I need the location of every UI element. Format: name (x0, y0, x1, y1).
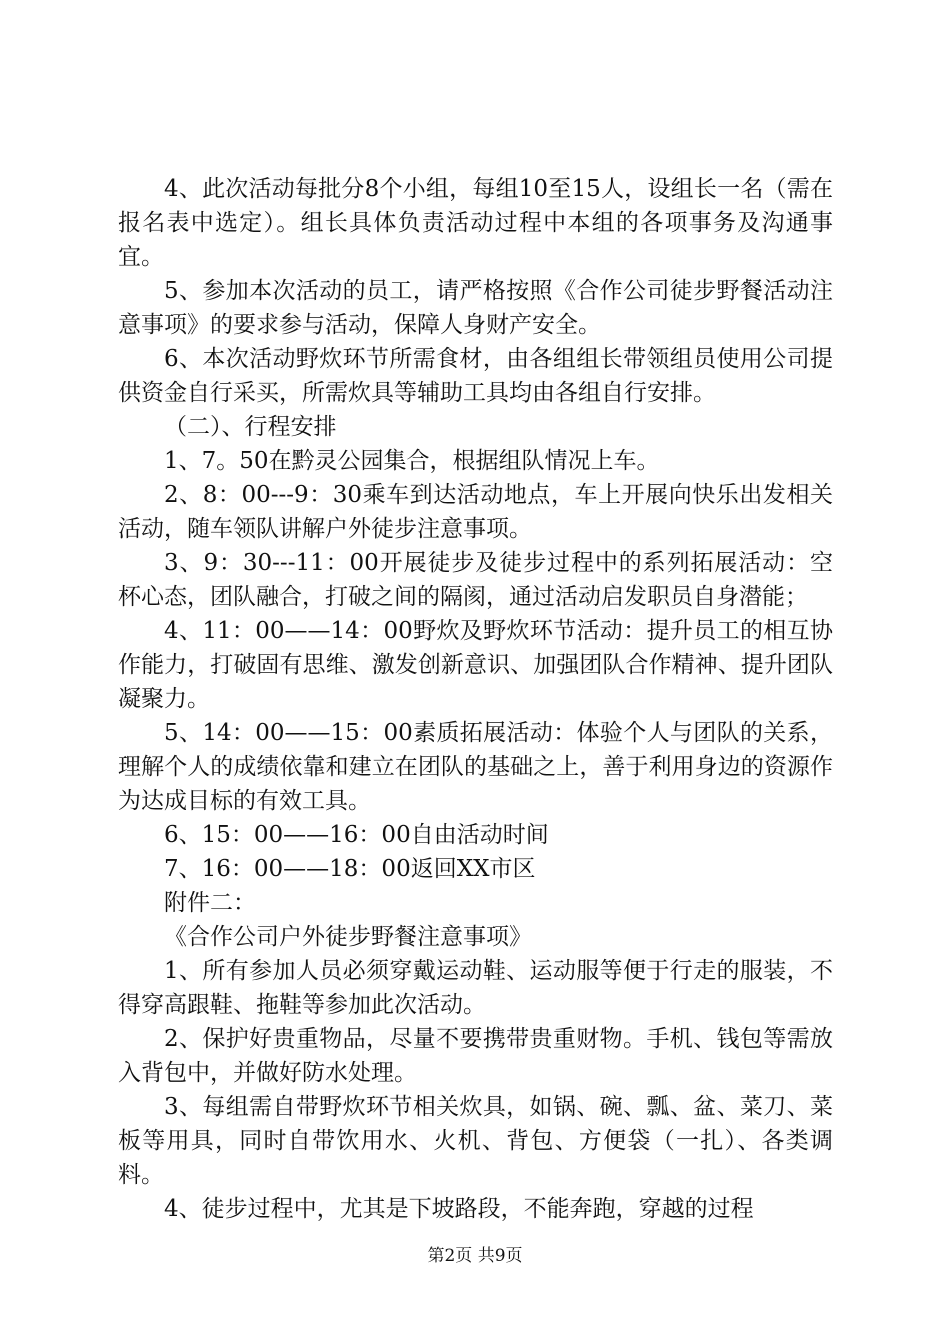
appendix-title: 《合作公司户外徒步野餐注意事项》 (164, 924, 532, 950)
paragraph-item-4: 4、此次活动每批分8个小组，每组10至15人，设组长一名（需在报名表中选定）。组长具体负责活动过程中本组的各项事务及沟通事宜。 (118, 176, 833, 270)
section-heading-itinerary: （二）、行程安排 (164, 414, 337, 440)
itinerary-item-1: 1、7。50在黔灵公园集合，根据组队情况上车。 (164, 448, 660, 474)
itinerary-item-4: 4、11：00——14：00野炊及野炊环节活动：提升员工的相互协作能力，打破固有思维、激发创新意识、加强团队合作精神、提升团队凝聚力。 (118, 618, 833, 712)
document-body (118, 172, 833, 1226)
itinerary-item-5: 5、14：00——15：00素质拓展活动：体验个人与团队的关系，理解个人的成绩依靠和建立在团队的基础之上，善于利用身边的资源作为达成目标的有效工具。 (118, 720, 833, 814)
notice-item-3: 3、每组需自带野炊环节相关炊具，如锅、碗、瓢、盆、菜刀、菜板等用具，同时自带饮用水、火机、背包、方便袋（一扎）、各类调料。 (118, 1094, 833, 1188)
notice-item-2: 2、保护好贵重物品，尽量不要携带贵重财物。手机、钱包等需放入背包中，并做好防水处理。 (118, 1026, 833, 1086)
appendix-label: 附件二： (164, 890, 256, 916)
paragraph-item-5: 5、参加本次活动的员工，请严格按照《合作公司徒步野餐活动注意事项》的要求参与活动，保障人身财产安全。 (118, 278, 833, 338)
notice-item-1: 1、所有参加人员必须穿戴运动鞋、运动服等便于行走的服装，不得穿高跟鞋、拖鞋等参加此次活动。 (118, 958, 833, 1018)
itinerary-item-6: 6、15：00——16：00自由活动时间 (164, 822, 549, 848)
paragraph-item-6: 6、本次活动野炊环节所需食材，由各组组长带领组员使用公司提供资金自行采买，所需炊具等辅助工具均由各组自行安排。 (118, 346, 833, 406)
itinerary-item-7: 7、16：00——18：00返回XX市区 (164, 856, 536, 882)
itinerary-item-3: 3、9：30---11：00开展徒步及徒步过程中的系列拓展活动：空杯心态，团队融合，打破之间的隔阂，通过活动启发职员自身潜能； (118, 550, 833, 610)
itinerary-item-2: 2、8：00---9：30乘车到达活动地点，车上开展向快乐出发相关活动，随车领队讲解户外徒步注意事项。 (118, 482, 833, 542)
page-number-footer: 第2页 共9页 (427, 1246, 523, 1266)
notice-item-4: 4、徒步过程中，尤其是下坡路段，不能奔跑，穿越的过程 (164, 1196, 754, 1222)
